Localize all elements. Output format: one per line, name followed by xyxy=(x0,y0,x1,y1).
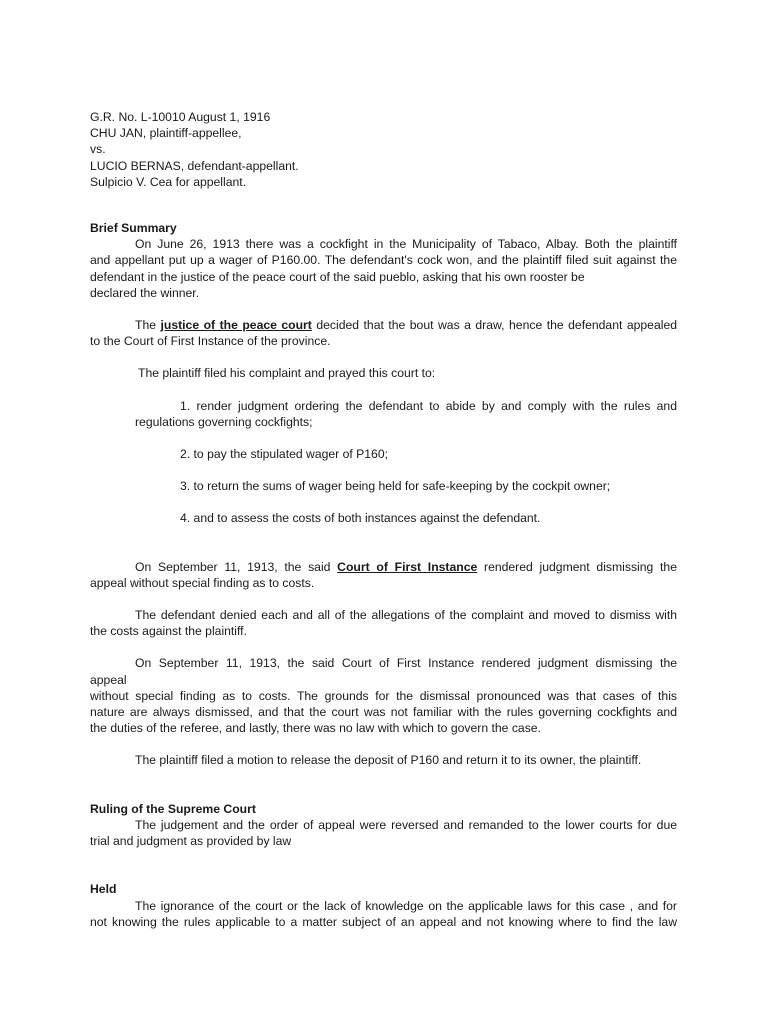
text-line: regulations governing cockfights; xyxy=(135,414,313,429)
text-span: decided that the bout was a draw, hence the defendant appealed xyxy=(311,318,678,333)
text-line xyxy=(90,559,677,575)
text-span: rendered judgment dismissing the xyxy=(477,559,677,574)
prayer-item-3: 3. to return the sums of wager being held for safe-keeping by the cockpit owner; xyxy=(180,479,611,494)
text-span: The xyxy=(135,318,161,333)
summary-paragraph-5 xyxy=(90,607,677,639)
text-span: On September 11, 1913, the said xyxy=(135,559,338,574)
text-line: The ignorance of the court or the lack of knowledge on the applicable laws for this case , and for xyxy=(135,898,677,913)
text-line xyxy=(90,317,677,333)
text-line: the duties of the referee, and lastly, there was no law with which to govern the case. xyxy=(90,721,541,736)
held-heading: Held xyxy=(90,882,117,897)
text-line: defendant in the justice of the peace court of the said pueblo, asking that his own rooster be xyxy=(90,269,585,284)
prayer-item-1 xyxy=(90,398,677,430)
prayer-item-2: 2. to pay the stipulated wager of P160; xyxy=(180,447,389,462)
text-line: On June 26, 1913 there was a cockfight in the Municipality of Tabaco, Albay. Both the plaintiff xyxy=(135,237,677,252)
text-line: declared the winner. xyxy=(90,285,200,300)
summary-paragraph-1 xyxy=(90,236,677,301)
text-line: 1. render judgment ordering the defendant to abide by and comply with the rules and xyxy=(180,398,677,413)
text-line: appeal xyxy=(90,672,127,687)
ruling-heading: Ruling of the Supreme Court xyxy=(90,801,256,816)
text-line: trial and judgment as provided by law xyxy=(90,834,292,849)
case-header xyxy=(90,109,677,190)
versus-line: vs. xyxy=(90,142,106,157)
defendant-line: LUCIO BERNAS, defendant-appellant. xyxy=(90,158,299,173)
plaintiff-line: CHU JAN, plaintiff-appellee, xyxy=(90,126,242,141)
text-line: nature are always dismissed, and that the court was not familiar with the rules governing cockfights and xyxy=(90,705,677,720)
held-paragraph xyxy=(90,898,677,930)
summary-paragraph-6 xyxy=(90,655,677,736)
text-line: to the Court of First Instance of the province. xyxy=(90,334,331,349)
summary-paragraph-3: The plaintiff filed his complaint and prayed this court to: xyxy=(138,366,436,381)
summary-paragraph-2 xyxy=(90,317,677,349)
ruling-paragraph xyxy=(90,817,677,849)
counsel-line: Sulpicio V. Cea for appellant. xyxy=(90,174,247,189)
text-line: On September 11, 1913, the said Court of First Instance rendered judgment dismissing the xyxy=(135,656,677,671)
summary-paragraph-4 xyxy=(90,559,677,591)
justice-of-peace-court-link[interactable]: justice of the peace court xyxy=(160,318,312,333)
prayer-item-4: 4. and to assess the costs of both instances against the defendant. xyxy=(180,511,541,526)
text-line: The judgement and the order of appeal were reversed and remanded to the lower courts for due xyxy=(135,817,677,832)
case-number: G.R. No. L-10010 August 1, 1916 xyxy=(90,110,271,124)
document-page xyxy=(90,109,677,930)
text-line: appeal without special finding as to costs. xyxy=(90,575,315,590)
brief-summary-heading: Brief Summary xyxy=(90,221,177,236)
text-line: and appellant put up a wager of P160.00. The defendant's cock won, and the plaintiff filed suit against the xyxy=(90,253,677,268)
text-line: the costs against the plaintiff. xyxy=(90,624,247,639)
summary-paragraph-7: The plaintiff filed a motion to release the deposit of P160 and return it to its owner, the plaintiff. xyxy=(135,753,642,768)
text-line: without special finding as to costs. The grounds for the dismissal pronounced was that cases of this xyxy=(90,688,677,703)
court-of-first-instance-link[interactable]: Court of First Instance xyxy=(337,559,478,574)
text-line: not knowing the rules applicable to a matter subject of an appeal and not knowing where to find the law xyxy=(90,914,677,929)
text-line: The defendant denied each and all of the allegations of the complaint and moved to dismiss with xyxy=(135,608,677,623)
